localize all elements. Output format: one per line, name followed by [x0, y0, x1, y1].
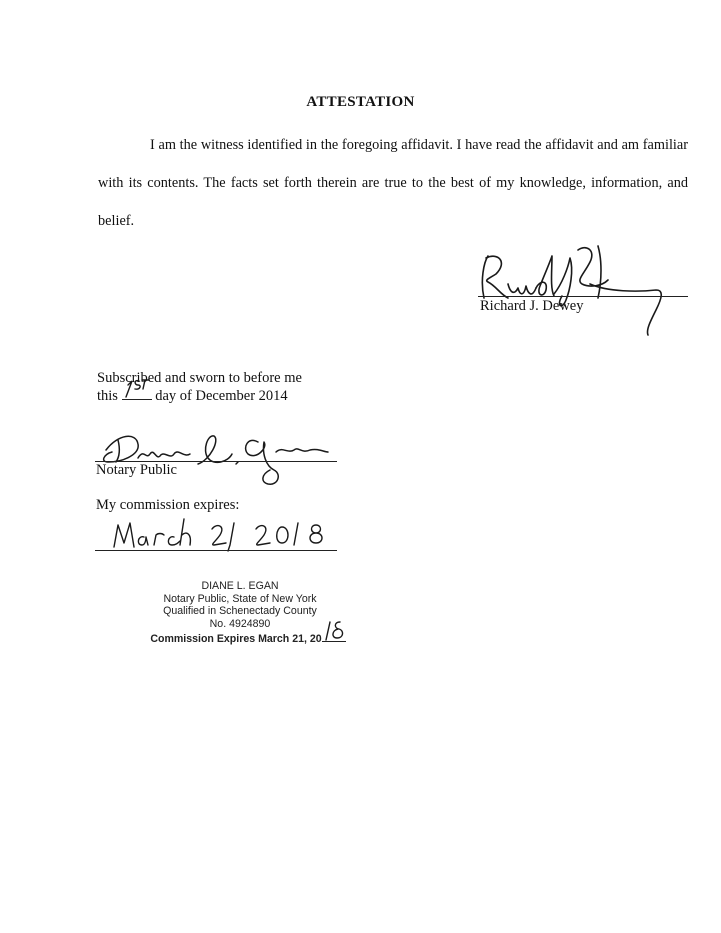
witness-signature-line — [478, 296, 688, 297]
stamp-handwritten-year — [324, 618, 350, 642]
notary-public-label: Notary Public — [96, 462, 177, 478]
jurat-line-1: Subscribed and sworn to before me — [97, 370, 302, 386]
stamp-number: No. 4924890 — [209, 617, 271, 630]
commission-expires-label: My commission expires: — [96, 497, 240, 513]
witness-signature — [478, 240, 688, 335]
stamp-expiry-text: Commission Expires March 21, 20 — [150, 633, 322, 645]
jurat-line-2 — [97, 387, 288, 405]
handwritten-expiry-date — [110, 515, 340, 555]
notary-stamp — [120, 580, 360, 646]
notary-signature — [98, 420, 338, 490]
witness-printed-name: Richard J. Dewey — [480, 298, 584, 314]
stamp-county: Qualified in Schenectady County — [163, 605, 317, 617]
jurat-this: this — [97, 388, 118, 404]
document-title: ATTESTATION — [306, 94, 415, 110]
stamp-notary-state: Notary Public, State of New York — [163, 592, 317, 605]
jurat-day-month-year: day of December 2014 — [155, 388, 288, 404]
expiry-date-line — [95, 550, 337, 551]
handwritten-day-blank — [122, 387, 152, 400]
stamp-name: DIANE L. EGAN — [201, 580, 279, 592]
attestation-paragraph: I am the witness identified in the foregoing affidavit. I have read the affidavit and am familiar with its contents. The facts set forth therein are true to the best of my knowledge, information, and belief. — [98, 137, 688, 229]
stamp-year-blank — [322, 630, 346, 642]
handwritten-day — [122, 377, 152, 397]
stamp-expiry-line — [128, 630, 368, 646]
